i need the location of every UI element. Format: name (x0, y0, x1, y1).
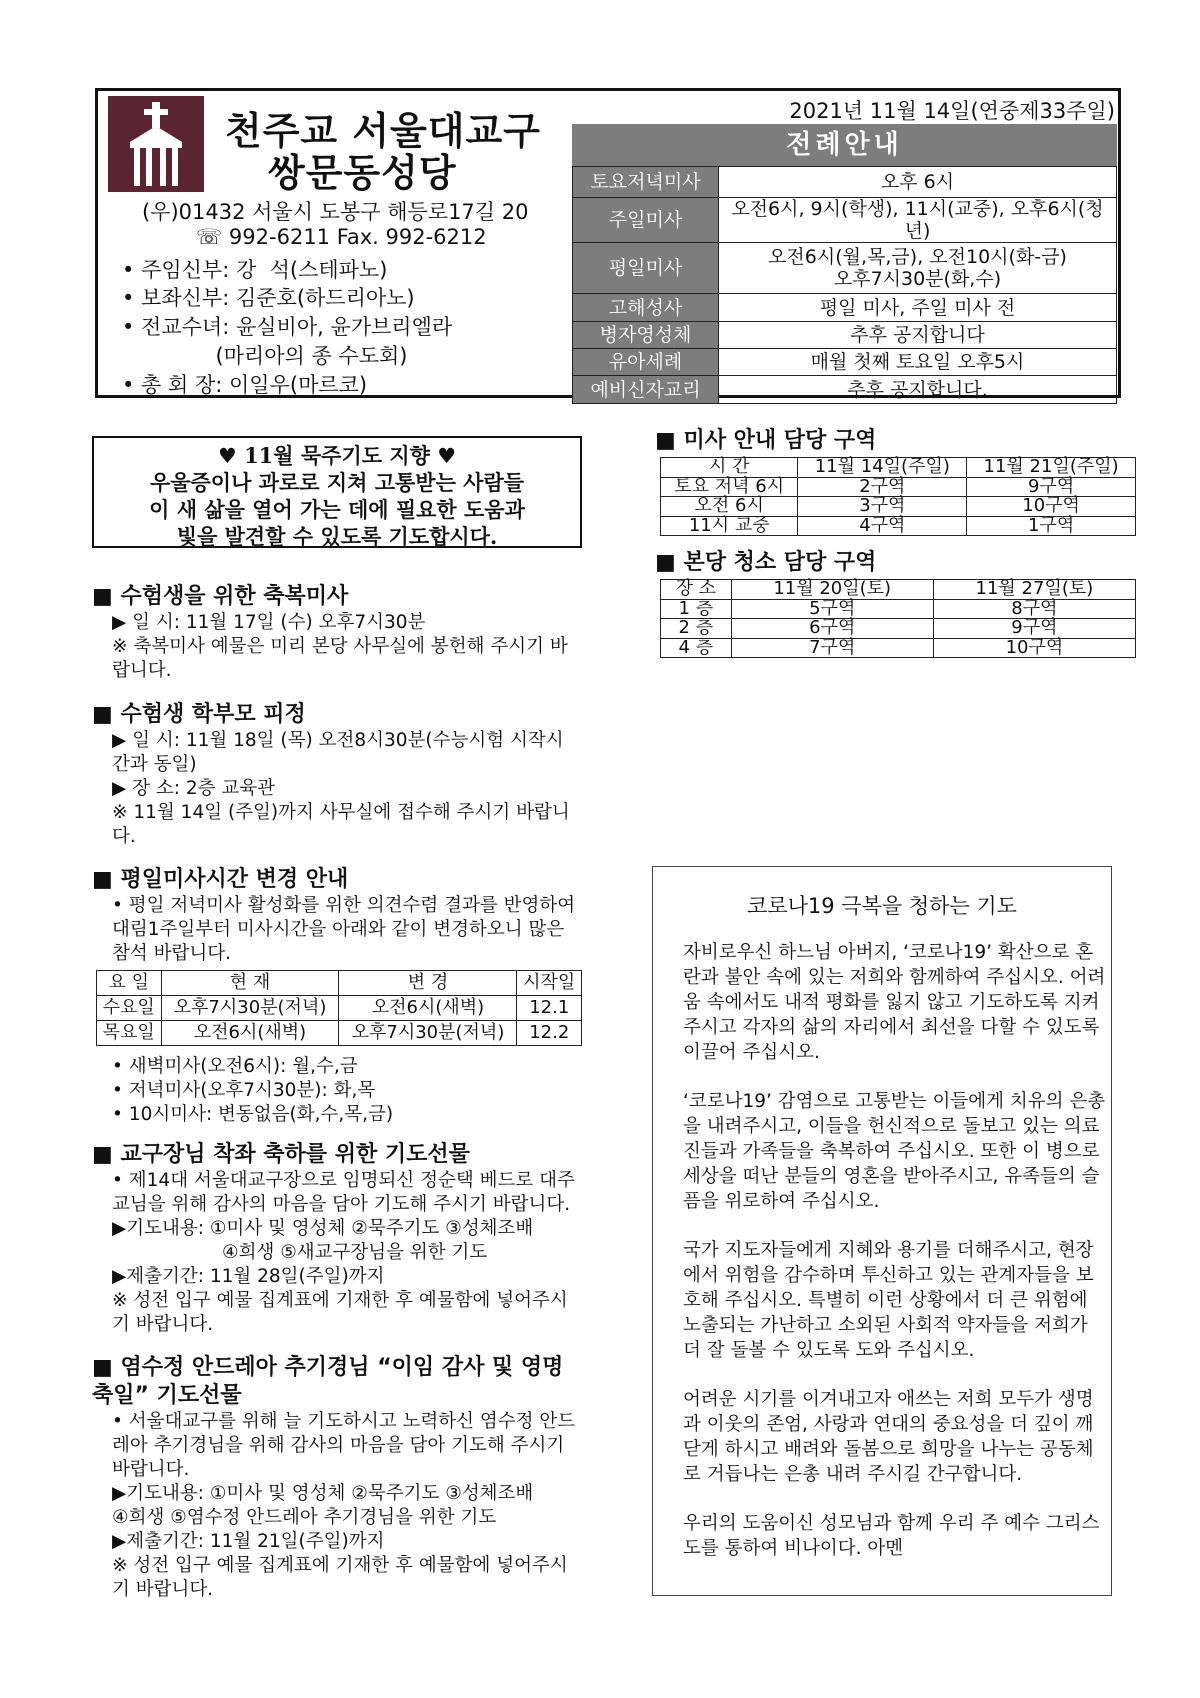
liturgy-value: 평일 미사, 주일 미사 전 (719, 294, 1117, 322)
mass-guide-table (660, 457, 1136, 536)
article-line: • 저녁미사(오후7시30분): 화,목 (112, 1080, 376, 1101)
liturgy-value: 오전6시, 9시(학생), 11시(교중), 오후6시(청년) (719, 198, 1117, 243)
table-cell: 1 층 (661, 599, 732, 619)
table-cell: 12.2 (517, 1021, 582, 1046)
table-cell: 12.1 (517, 996, 582, 1021)
prayer-paragraph: 국가 지도자들에게 지혜와 용기를 더해주시고, 현장에서 위험을 감수하며 투신하고 있는 관계자들을 보호해 주십시오. 특별히 이런 상황에서 더 큰 위험에 노출되는 가난하고 소외된 사회적 약자들을 저희가 더 잘 돌볼 수 있도록 도와 주십시오. (683, 1240, 1094, 1361)
table-header-cell: 변 경 (339, 971, 517, 996)
article-line: • 새벽미사(오전6시): 월,수,금 (112, 1056, 358, 1077)
article-weekday-change (92, 866, 580, 966)
article-title: ■ 수험생을 위한 축복미사 (92, 584, 349, 609)
bulletin-date: 2021년 11월 14일(연중제33주일) (789, 99, 1115, 123)
article-line: ▶ 일 시: 11월 17일 (수) 오후7시30분 (112, 612, 426, 633)
article-archbishop-gift (92, 1141, 580, 1337)
church-title-parish: 쌍문동성당 (268, 151, 457, 195)
article-exam-mass (92, 583, 580, 683)
table-cell: 3구역 (798, 497, 967, 517)
table-cell: 5구역 (731, 599, 933, 619)
article-line: ※ 성전 입구 예물 집계표에 기재한 후 예물함에 넣어주시기 바랍니다. (112, 1555, 568, 1600)
table-cell: 오전 6시 (661, 497, 798, 517)
article-intro: • 제14대 서울대교구장으로 임명되신 정순택 베드로 대주교님을 위해 감사의 마음을 담아 기도해 주시기 바랍니다. (112, 1170, 575, 1215)
prayer-paragraph: ‘코로나19’ 감염으로 고통받는 이들에게 치유의 은총을 내려주시고, 이들을 헌신적으로 돌보고 있는 의료진들과 가족들을 축복하여 주십시오. 또한 이 병으로 세상을 떠난 분들의 영혼을 받아주시고, 유족들의 슬픔을 위로하여 주십시오. (683, 1091, 1106, 1212)
article-title: ■ 평일미사시간 변경 안내 (92, 867, 349, 892)
article-line: ▶제출기간: 11월 21일(주일)까지 (112, 1531, 385, 1552)
article-title: ■ 수험생 학부모 피정 (92, 702, 306, 727)
staff-pastor: • 주임신부: 강 석(스테파노) (122, 258, 388, 282)
table-header-cell: 시 간 (661, 458, 798, 478)
table-header-cell: 11월 21일(주일) (967, 458, 1136, 478)
church-phone: ☏ 992-6211 Fax. 992-6212 (196, 225, 487, 249)
staff-sisters-order: (마리아의 종 수도회) (122, 344, 408, 368)
article-line: ▶기도내용: ①미사 및 영성체 ②묵주기도 ③성체조배 (112, 1218, 534, 1239)
liturgy-value: 오후 6시 (719, 167, 1117, 198)
article-cardinal-gift (92, 1354, 580, 1602)
table-header-cell: 요 일 (97, 971, 162, 996)
liturgy-value-line: 오전6시(월,목,금), 오전10시(화-금) (768, 246, 1067, 268)
liturgy-value: 추후 공지합니다 (719, 322, 1117, 349)
table-cell: 목요일 (97, 1021, 162, 1046)
table-cell: 오후7시30분(저녁) (161, 996, 339, 1021)
article-line: ▶ 장 소: 2층 교육관 (112, 778, 275, 799)
liturgy-value: 추후 공지합니다. (719, 376, 1117, 404)
liturgy-label: 병자영성체 (573, 322, 719, 349)
staff-council-president: • 총 회 장: 이일우(마르코) (122, 373, 368, 397)
liturgy-label: 토요저녁미사 (573, 167, 719, 198)
rosary-line: 우울증이나 과로로 지쳐 고통받는 사람들 (149, 470, 525, 495)
rosary-title: ♥ 11월 묵주기도 지향 ♥ (217, 443, 457, 468)
staff-sisters: • 전교수녀: 윤실비아, 윤가브리엘라 (122, 315, 453, 339)
table-cell: 1구역 (967, 516, 1136, 536)
liturgy-label: 평일미사 (573, 243, 719, 294)
rosary-intention-box (92, 436, 582, 548)
article-line: ※ 축복미사 예물은 미리 본당 사무실에 봉헌해 주시기 바랍니다. (112, 636, 568, 681)
cleaning-title: ■ 본당 청소 담당 구역 (655, 550, 877, 575)
church-address: (우)01432 서울시 도봉구 해등로17길 20 (142, 200, 529, 224)
prayer-paragraph: 우리의 도움이신 성모님과 함께 우리 주 예수 그리스도를 통하여 비나이다. 아멘 (683, 1513, 1100, 1559)
prayer-paragraph: 어려운 시기를 이겨내고자 애쓰는 저희 모두가 생명과 이웃의 존엄, 사랑과 연대의 중요성을 더 깊이 깨닫게 하시고 배려와 돌봄으로 희망을 나누는 공동체로 거듭나는 은총 내려 주시길 간구합니다. (683, 1389, 1094, 1485)
article-line: ④희생 ⑤새교구장님을 위한 기도 (222, 1242, 488, 1263)
rosary-line: 이 새 삶을 열어 가는 데에 필요한 도움과 (149, 497, 525, 522)
table-header-cell: 현 재 (161, 971, 339, 996)
article-line: ▶기도내용: ①미사 및 영성체 ②묵주기도 ③성체조배 (112, 1483, 534, 1504)
table-cell: 4 층 (661, 638, 732, 658)
table-cell: 8구역 (933, 599, 1135, 619)
table-cell: 토요 저녁 6시 (661, 477, 798, 497)
table-cell: 오전6시(새벽) (339, 996, 517, 1021)
article-line: ▶제출기간: 11월 28일(주일)까지 (112, 1266, 385, 1287)
table-cell: 11시 교중 (661, 516, 798, 536)
article-title: ■ 염수정 안드레아 추기경님 “이임 감사 및 영명축일” 기도선물 (92, 1355, 564, 1408)
article-intro: • 평일 저녁미사 활성화를 위한 의견수렴 결과를 반영하여 대림1주일부터 미사시간을 아래와 같이 변경하오니 많은 참석 바랍니다. (112, 895, 576, 964)
table-cell: 10구역 (933, 638, 1135, 658)
liturgy-label: 유아세례 (573, 349, 719, 376)
table-cell: 오전6시(새벽) (161, 1021, 339, 1046)
staff-assistant-priest: • 보좌신부: 김준호(하드리아노) (122, 286, 415, 310)
table-header-cell: 시작일 (517, 971, 582, 996)
article-line: • 10시미사: 변동없음(화,수,목,금) (112, 1104, 394, 1125)
article-intro: • 서울대교구를 위해 늘 기도하시고 노력하신 염수정 안드레아 추기경님을 위해 감사의 마음을 담아 기도해 주시기 바랍니다. (112, 1411, 576, 1480)
table-header-cell: 11월 27일(토) (933, 580, 1135, 600)
liturgy-label: 고해성사 (573, 294, 719, 322)
liturgy-heading: 전례안내 (572, 124, 1117, 166)
article-line: ※ 11월 14일 (주일)까지 사무실에 접수해 주시기 바랍니다. (112, 802, 570, 847)
table-header-cell: 11월 20일(토) (731, 580, 933, 600)
liturgy-value-line: 오후7시30분(화,수) (833, 268, 1002, 290)
table-cell: 9구역 (933, 619, 1135, 639)
liturgy-value: 매월 첫째 토요일 오후5시 (719, 349, 1117, 376)
table-header-cell: 장 소 (661, 580, 732, 600)
table-cell: 2구역 (798, 477, 967, 497)
mass-time-change-table (96, 970, 582, 1046)
liturgy-label: 주일미사 (573, 198, 719, 243)
table-cell: 10구역 (967, 497, 1136, 517)
table-cell: 6구역 (731, 619, 933, 639)
article-line: ※ 성전 입구 예물 집계표에 기재한 후 예물함에 넣어주시기 바랍니다. (112, 1290, 568, 1335)
table-cell: 2 층 (661, 619, 732, 639)
weekday-change-notes (92, 1055, 580, 1127)
cleaning-table (660, 579, 1136, 658)
liturgy-label: 예비신자교리 (573, 376, 719, 404)
prayer-text (683, 940, 1107, 1585)
table-cell: 9구역 (967, 477, 1136, 497)
prayer-paragraph: 자비로우신 하느님 아버지, ‘코로나19’ 확산으로 혼란과 불안 속에 있는 저희와 함께하여 주십시오. 어려움 속에서도 내적 평화를 잃지 않고 기도하도록 지켜주시고 각자의 삶의 자리에서 최선을 다할 수 있도록 이끌어 주십시오. (683, 942, 1106, 1063)
prayer-title: 코로나19 극복을 청하는 기도 (747, 894, 1017, 918)
table-cell: 4구역 (798, 516, 967, 536)
table-header-cell: 11월 14일(주일) (798, 458, 967, 478)
article-line: ▶ 일 시: 11월 18일 (목) 오전8시30분(수능시험 시작시간과 동일) (112, 730, 564, 775)
church-title-diocese: 천주교 서울대교구 (225, 109, 541, 153)
mass-guide-title: ■ 미사 안내 담당 구역 (655, 428, 877, 453)
article-parent-retreat (92, 701, 580, 849)
table-cell: 7구역 (731, 638, 933, 658)
article-line: ④희생 ⑤염수정 안드레아 추기경님을 위한 기도 (112, 1507, 497, 1528)
table-cell: 오후7시30분(저녁) (339, 1021, 517, 1046)
article-title: ■ 교구장님 착좌 축하를 위한 기도선물 (92, 1142, 470, 1167)
liturgy-value (719, 243, 1117, 294)
rosary-line: 빛을 발견할 수 있도록 기도합시다. (176, 524, 498, 549)
church-logo (108, 96, 204, 192)
liturgy-table (572, 166, 1117, 404)
table-cell: 수요일 (97, 996, 162, 1021)
